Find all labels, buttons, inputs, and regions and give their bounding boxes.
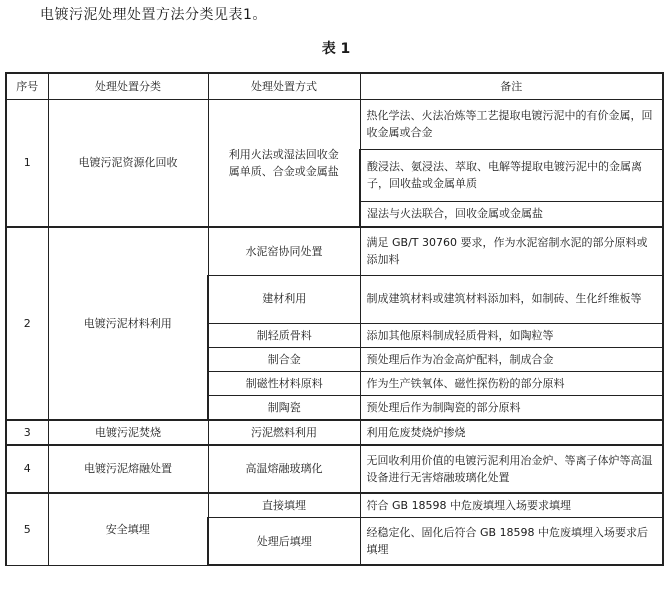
table-row xyxy=(6,493,663,518)
group-category: 电镀污泥焚烧 xyxy=(48,420,208,445)
method-note: 预处理后作为制陶瓷的部分原料 xyxy=(360,395,663,420)
method-note: 经稳定化、固化后符合 GB 18598 中危废填埋入场要求后填埋 xyxy=(360,517,663,565)
table-row xyxy=(6,227,663,275)
table-row xyxy=(6,99,663,149)
group-category: 电镀污泥材料利用 xyxy=(48,227,208,420)
method-name: 制磁性材料原料 xyxy=(208,371,360,395)
method-name: 制陶瓷 xyxy=(208,395,360,420)
method-note: 制成建筑材料或建筑材料添加料，如制砖、生化纤维板等 xyxy=(360,275,663,323)
method-name: 利用火法或湿法回收金属单质、合金或金属盐 xyxy=(208,99,360,227)
method-note: 预处理后作为冶金高炉配料，制成合金 xyxy=(360,347,663,371)
method-name: 高温熔融玻璃化 xyxy=(208,445,360,493)
method-note: 满足 GB/T 30760 要求，作为水泥窑制水泥的部分原料或添加料 xyxy=(360,227,663,275)
method-note: 符合 GB 18598 中危废填埋入场要求填埋 xyxy=(360,493,663,518)
table-row xyxy=(6,445,663,493)
group-number: 2 xyxy=(6,227,48,420)
group-category: 电镀污泥资源化回收 xyxy=(48,99,208,227)
table-header-row xyxy=(6,73,663,99)
header-category: 处理处置分类 xyxy=(48,73,208,99)
group-number: 5 xyxy=(6,493,48,566)
group-category: 电镀污泥熔融处置 xyxy=(48,445,208,493)
method-note: 作为生产铁氧体、磁性探伤粉的部分原料 xyxy=(360,371,663,395)
method-name: 制轻质骨料 xyxy=(208,323,360,347)
method-name: 制合金 xyxy=(208,347,360,371)
disposal-methods-table xyxy=(5,72,664,566)
method-name: 水泥窑协同处置 xyxy=(208,227,360,275)
header-no: 序号 xyxy=(6,73,48,99)
method-note: 添加其他原料制成轻质骨料，如陶粒等 xyxy=(360,323,663,347)
table-row xyxy=(6,420,663,445)
method-note: 无回收利用价值的电镀污泥利用冶金炉、等离子体炉等高温设备进行无害熔融玻璃化处置 xyxy=(360,445,663,493)
group-number: 3 xyxy=(6,420,48,445)
group-number: 4 xyxy=(6,445,48,493)
header-notes: 备注 xyxy=(360,73,663,99)
method-note: 酸浸法、氨浸法、萃取、电解等提取电镀污泥中的金属离子，回收盐或金属单质 xyxy=(360,149,663,201)
header-method: 处理处置方式 xyxy=(208,73,360,99)
method-name: 建材利用 xyxy=(208,275,360,323)
method-note: 利用危废焚烧炉掺烧 xyxy=(360,420,663,445)
method-note: 湿法与火法联合，回收金属或金属盐 xyxy=(360,201,663,227)
intro-paragraph: 电镀污泥处理处置方法分类见表1。 xyxy=(40,7,267,23)
group-category: 安全填埋 xyxy=(48,493,208,566)
method-name: 直接填埋 xyxy=(208,493,360,518)
method-name: 处理后填埋 xyxy=(208,517,360,565)
table-caption: 表 1 xyxy=(321,41,351,57)
method-name: 污泥燃料利用 xyxy=(208,420,360,445)
group-number: 1 xyxy=(6,99,48,227)
method-note: 热化学法、火法冶炼等工艺提取电镀污泥中的有价金属，回收金属或合金 xyxy=(360,99,663,149)
